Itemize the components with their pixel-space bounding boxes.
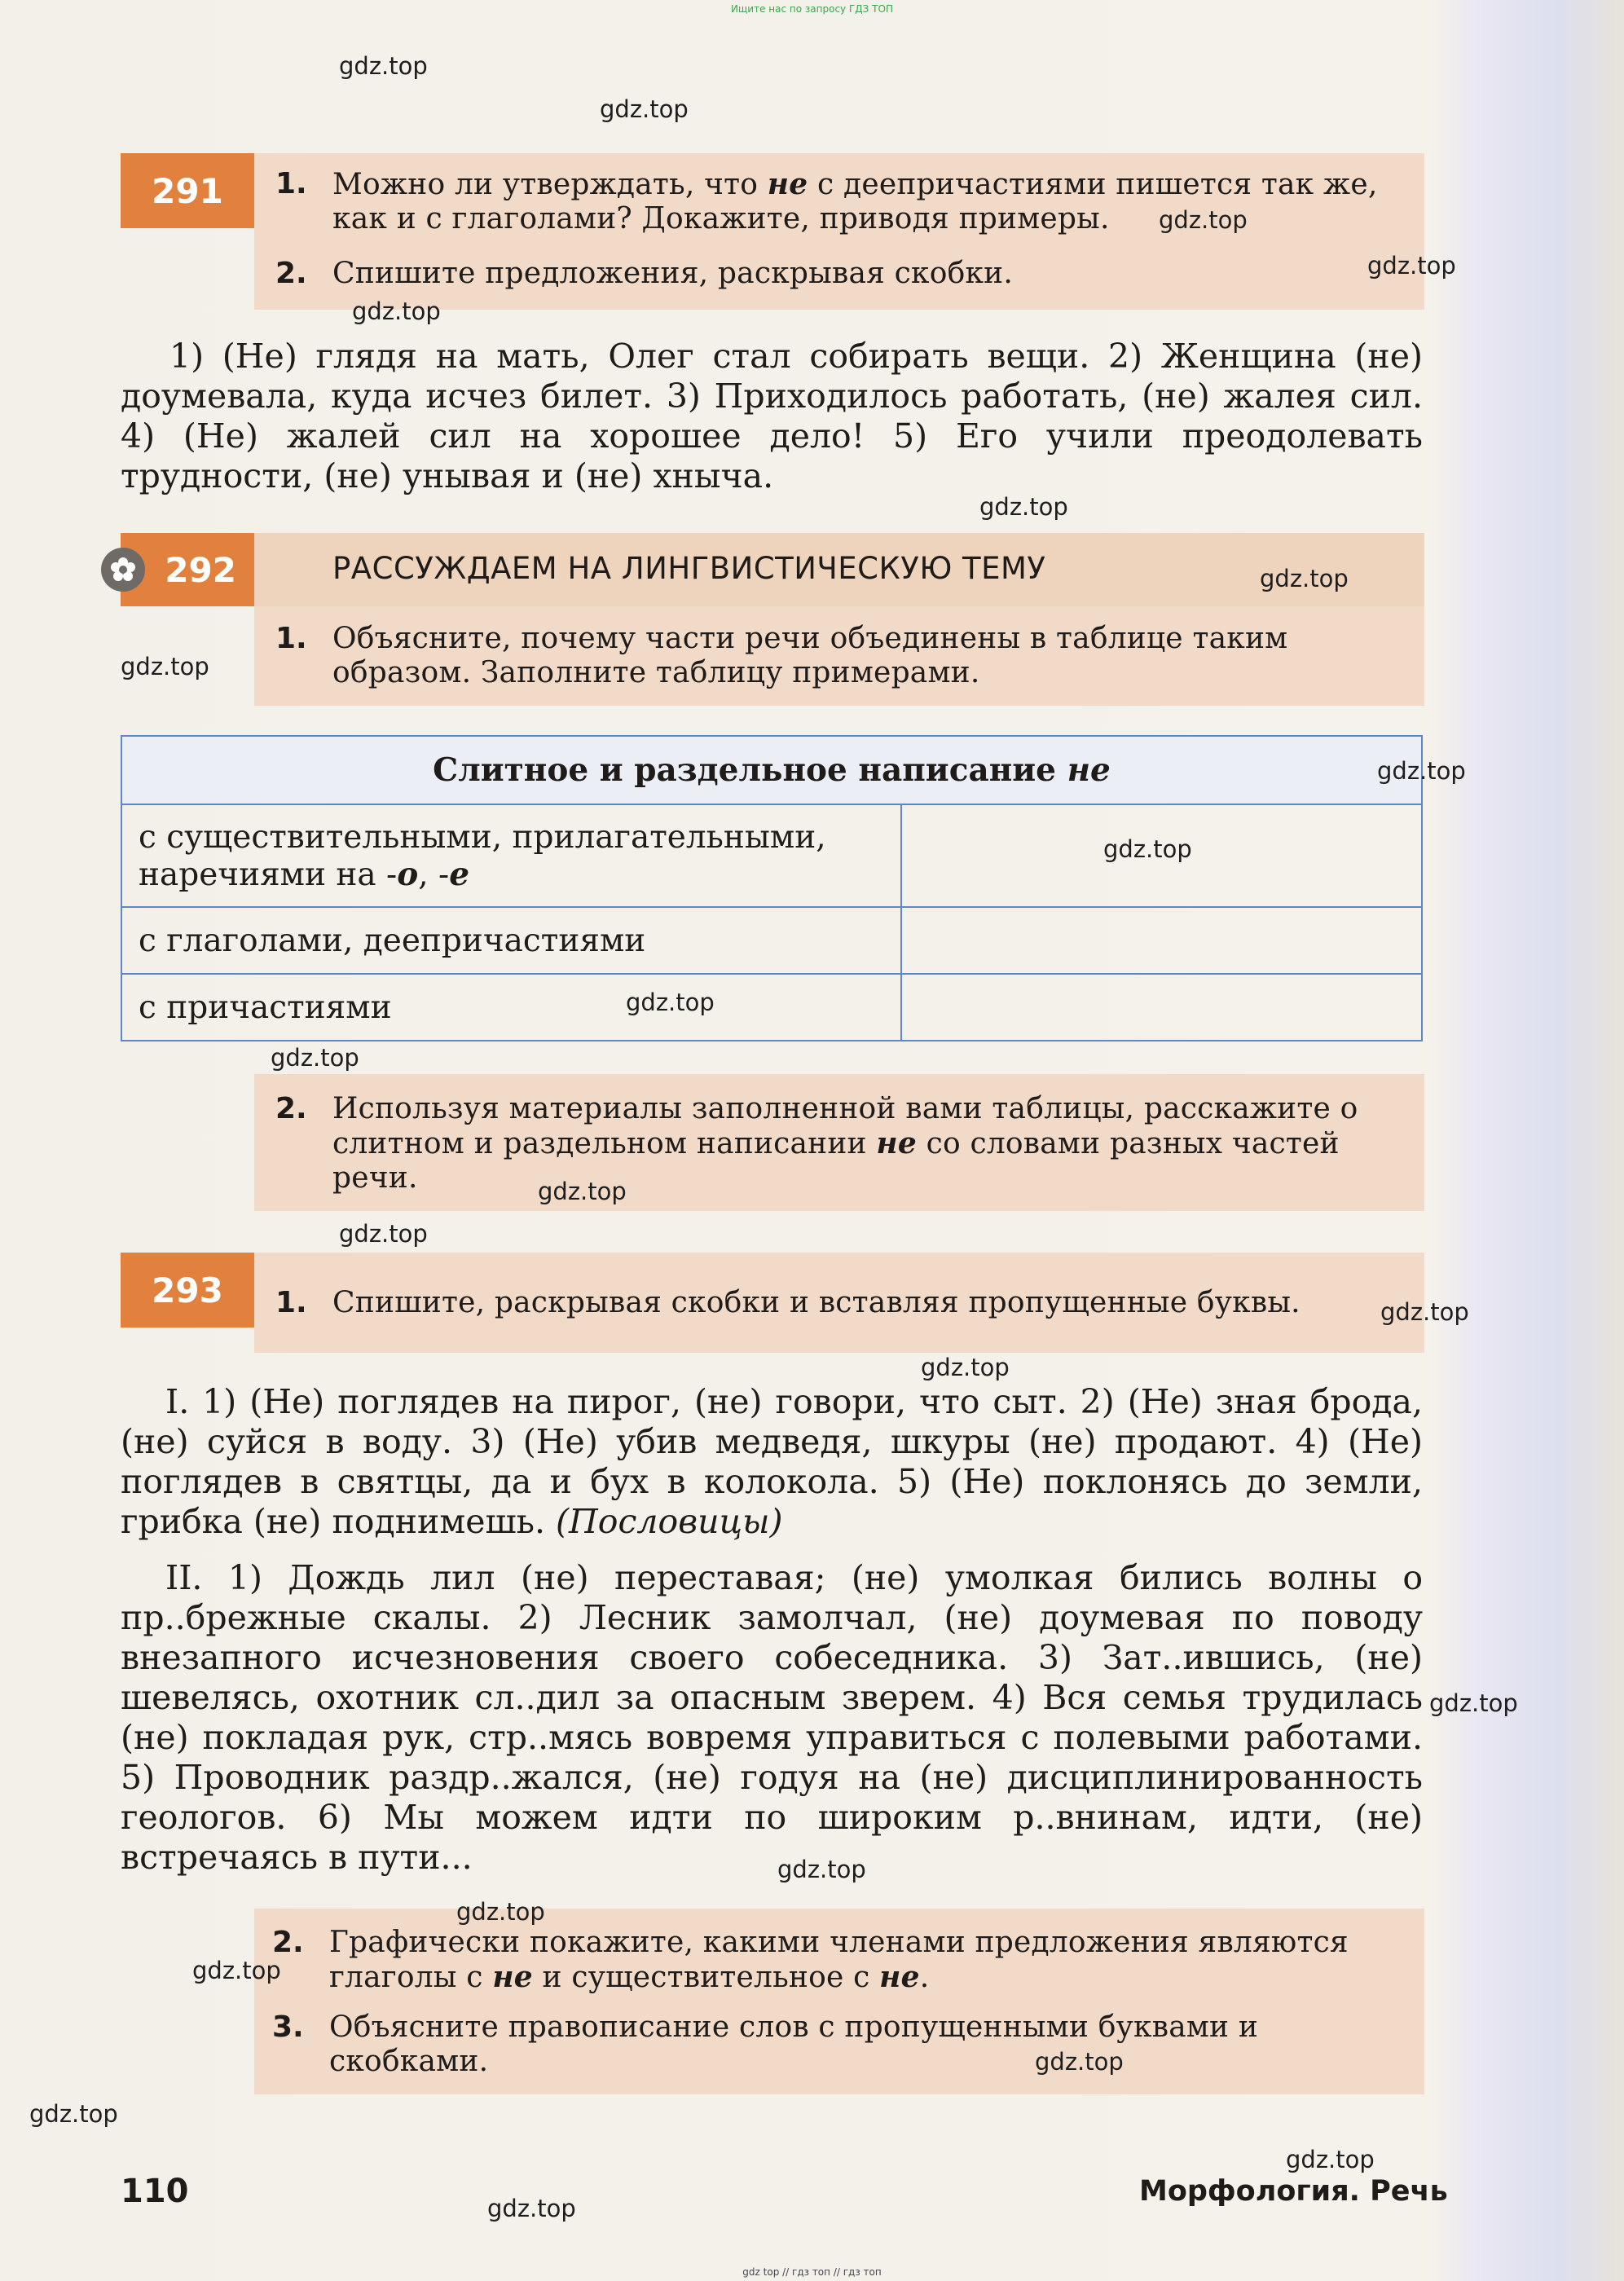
table-row-label: с существительными, прилагательными, наречиями на -о, -е — [121, 804, 901, 907]
task-293-question-2: 2. Графически покажите, какими членами предложения являются глаголы с не и существительное с не. — [272, 1926, 1349, 1994]
task-291-question-1: 1. Можно ли утверждать, что не с деепричастиями пишется так же, как и с глаголами? Докажите, приводя примеры. — [275, 167, 1378, 236]
watermark: gdz.top — [192, 1957, 281, 1984]
task-292-question-2: 2. Используя материалы заполненной вами таблицы, расскажите о слитном и раздельном написании не со словами разных частей речи. — [275, 1092, 1358, 1195]
task-292-heading: РАССУЖДАЕМ НА ЛИНГВИСТИЧЕСКУЮ ТЕМУ — [332, 551, 1046, 586]
task-293-exercise-part-2: II. 1) Дождь лил (не) переставая; (не) умолкая бились волны о пр..брежные скалы. 2) Лесник замолчал, (не) доумевая по поводу внезапного исчезновения своего собеседника. 3) Зат..ившись, (не) шевелясь, охотник сл..дил за опасным зверем. 4) Вся семья трудилась (не) покладая рук, стр..мясь вовремя управиться с полевыми работами. 5) Проводник раздр..жался, (не) годуя на (не) дисциплинированность геологов. 6) Мы можем идти по широким р..внинам, идти, (не) встречаясь в пути... — [121, 1558, 1423, 1877]
bottom-links[interactable]: gdz top // гдз топ // гдз топ — [742, 2266, 882, 2278]
question-number: 1. — [275, 167, 307, 200]
particle-ne: не — [879, 1960, 920, 1994]
section-title: Морфология. Речь — [1139, 2175, 1448, 2208]
source-label: (Пословицы) — [556, 1502, 783, 1541]
watermark: gdz.top — [777, 1856, 866, 1883]
question-number: 3. — [272, 2010, 304, 2044]
table-cell-empty — [901, 974, 1422, 1041]
particle-ne: не — [492, 1960, 533, 1994]
watermark: gdz.top — [1035, 2048, 1124, 2076]
particle-ne: не — [767, 167, 808, 201]
watermark: gdz.top — [1380, 1298, 1469, 1326]
watermark: gdz.top — [339, 52, 428, 80]
table-row-label: с глаголами, деепричастиями — [121, 907, 901, 974]
watermark: gdz.top — [538, 1178, 627, 1205]
question-number: 2. — [275, 257, 307, 290]
task-292-question-1: 1. Объясните, почему части речи объединены в таблице таким образом. Заполните таблицу примерами. — [275, 622, 1288, 689]
watermark: gdz.top — [626, 989, 715, 1016]
watermark: gdz.top — [979, 493, 1068, 521]
watermark: gdz.top — [339, 1220, 428, 1248]
watermark: gdz.top — [456, 1898, 545, 1926]
watermark: gdz.top — [29, 2100, 118, 2128]
watermark: gdz.top — [1103, 835, 1192, 863]
task-291-exercise-text: 1) (Не) глядя на мать, Олег стал собирать вещи. 2) Женщина (не) доумевала, куда исчез билет. 3) Приходилось работать, (не) жалея сил. 4) (Не) жалей сил на хорошее дело! 5) Его учили преодолевать трудности, (не) унывая и (не) хныча. — [121, 337, 1423, 495]
table-row-label: с причастиями — [121, 974, 901, 1041]
watermark: gdz.top — [121, 653, 209, 680]
watermark: gdz.top — [352, 297, 441, 325]
spelling-table — [121, 735, 1423, 1041]
particle-ne: не — [876, 1126, 917, 1160]
watermark: gdz.top — [1260, 565, 1349, 592]
task-293-question-1: 1. Спишите, раскрывая скобки и вставляя пропущенные буквы. — [275, 1286, 1301, 1319]
watermark: gdz.top — [1286, 2146, 1375, 2173]
question-number: 2. — [275, 1092, 307, 1125]
watermark: gdz.top — [1377, 757, 1466, 785]
task-293-question-3: 3. Объясните правописание слов с пропущенными буквами и скобками. — [272, 2010, 1259, 2078]
discussion-flower-icon — [101, 548, 145, 592]
page-number: 110 — [121, 2173, 189, 2210]
watermark: gdz.top — [487, 2195, 576, 2222]
task-291-question-2: 2. Спишите предложения, раскрывая скобки. — [275, 257, 1014, 290]
watermark: gdz.top — [1367, 252, 1456, 280]
top-search-hint[interactable]: Ищите нас по запросу ГДЗ ТОП — [731, 3, 893, 15]
task-293-number: 293 — [121, 1253, 254, 1328]
question-number: 1. — [275, 622, 307, 655]
task-292-number: 292 — [121, 533, 254, 606]
question-number: 2. — [272, 1926, 304, 1959]
question-number: 1. — [275, 1286, 307, 1319]
table-cell-empty — [901, 907, 1422, 974]
watermark: gdz.top — [1159, 206, 1248, 234]
watermark: gdz.top — [271, 1044, 359, 1072]
task-293-exercise-part-1: I. 1) (Не) поглядев на пирог, (не) говори, что сыт. 2) (Не) зная брода, (не) суйся в воду. 3) (Не) убив медведя, шкуры (не) продают. 4) (Не) поглядев в святцы, да и бух в колокола. 5) (Не) поклонясь до земли, грибка (не) поднимешь. (Пословицы) — [121, 1382, 1423, 1541]
watermark: gdz.top — [921, 1354, 1010, 1381]
table-header: Слитное и раздельное написание не — [121, 736, 1422, 804]
watermark: gdz.top — [600, 95, 689, 123]
task-291-number: 291 — [121, 153, 254, 228]
watermark: gdz.top — [1429, 1689, 1518, 1717]
